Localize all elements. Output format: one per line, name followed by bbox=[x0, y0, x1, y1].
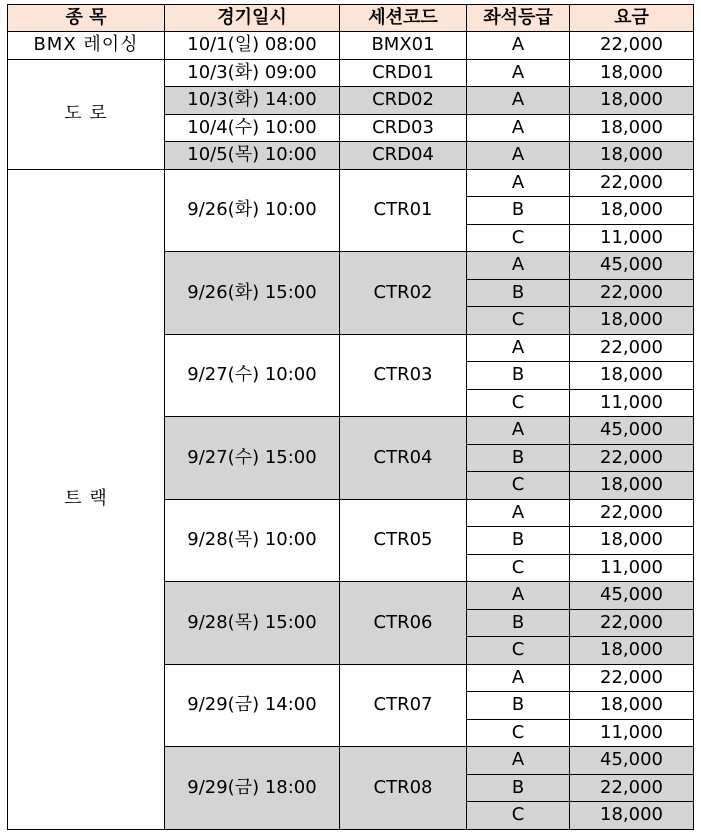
seat-grade-cell: C bbox=[467, 554, 570, 582]
price-cell: 22,000 bbox=[570, 499, 694, 527]
price-cell: 22,000 bbox=[570, 32, 694, 60]
price-cell: 11,000 bbox=[570, 554, 694, 582]
price-cell: 11,000 bbox=[570, 224, 694, 252]
session-code-cell: BMX01 bbox=[340, 32, 467, 60]
datetime-cell: 9/27(수) 10:00 bbox=[165, 334, 340, 417]
price-cell: 45,000 bbox=[570, 747, 694, 775]
seat-grade-cell: C bbox=[467, 472, 570, 500]
price-cell: 18,000 bbox=[570, 362, 694, 390]
seat-grade-cell: B bbox=[467, 692, 570, 720]
header-price: 요금 bbox=[570, 5, 694, 32]
seat-grade-cell: A bbox=[467, 664, 570, 692]
seat-grade-cell: A bbox=[467, 142, 570, 170]
price-cell: 22,000 bbox=[570, 169, 694, 197]
datetime-cell: 9/28(목) 10:00 bbox=[165, 499, 340, 582]
seat-grade-cell: C bbox=[467, 307, 570, 335]
datetime-cell: 9/26(화) 10:00 bbox=[165, 169, 340, 252]
price-cell: 18,000 bbox=[570, 472, 694, 500]
seat-grade-cell: A bbox=[467, 59, 570, 87]
seat-grade-cell: A bbox=[467, 32, 570, 60]
price-cell: 18,000 bbox=[570, 197, 694, 225]
sport-cell-track: 트 랙 bbox=[8, 169, 165, 829]
datetime-cell: 9/27(수) 15:00 bbox=[165, 417, 340, 500]
session-code-cell: CTR04 bbox=[340, 417, 467, 500]
seat-grade-cell: A bbox=[467, 334, 570, 362]
header-seat-grade: 좌석등급 bbox=[467, 5, 570, 32]
datetime-cell: 9/26(화) 15:00 bbox=[165, 252, 340, 335]
seat-grade-cell: A bbox=[467, 252, 570, 280]
price-cell: 11,000 bbox=[570, 719, 694, 747]
price-cell: 22,000 bbox=[570, 444, 694, 472]
seat-grade-cell: B bbox=[467, 197, 570, 225]
seat-grade-cell: C bbox=[467, 802, 570, 830]
seat-grade-cell: A bbox=[467, 747, 570, 775]
datetime-cell: 9/28(목) 15:00 bbox=[165, 582, 340, 665]
schedule-table-container bbox=[7, 4, 694, 830]
seat-grade-cell: C bbox=[467, 719, 570, 747]
seat-grade-cell: A bbox=[467, 87, 570, 115]
sport-cell-road: 도 로 bbox=[8, 59, 165, 169]
table-row bbox=[8, 169, 694, 197]
datetime-cell: 10/5(목) 10:00 bbox=[165, 142, 340, 170]
datetime-cell: 10/4(수) 10:00 bbox=[165, 114, 340, 142]
session-code-cell: CTR02 bbox=[340, 252, 467, 335]
session-code-cell: CRD02 bbox=[340, 87, 467, 115]
seat-grade-cell: A bbox=[467, 114, 570, 142]
price-cell: 18,000 bbox=[570, 802, 694, 830]
datetime-cell: 9/29(금) 14:00 bbox=[165, 664, 340, 747]
session-code-cell: CTR05 bbox=[340, 499, 467, 582]
session-code-cell: CRD01 bbox=[340, 59, 467, 87]
price-cell: 22,000 bbox=[570, 279, 694, 307]
seat-grade-cell: A bbox=[467, 417, 570, 445]
price-cell: 18,000 bbox=[570, 87, 694, 115]
seat-grade-cell: B bbox=[467, 527, 570, 555]
price-cell: 22,000 bbox=[570, 334, 694, 362]
price-cell: 18,000 bbox=[570, 692, 694, 720]
seat-grade-cell: A bbox=[467, 169, 570, 197]
datetime-cell: 10/1(일) 08:00 bbox=[165, 32, 340, 60]
price-cell: 18,000 bbox=[570, 142, 694, 170]
seat-grade-cell: B bbox=[467, 774, 570, 802]
sport-cell-bmx: BMX 레이싱 bbox=[8, 32, 165, 60]
session-code-cell: CTR03 bbox=[340, 334, 467, 417]
session-code-cell: CTR08 bbox=[340, 747, 467, 830]
header-session-code: 세션코드 bbox=[340, 5, 467, 32]
session-code-cell: CTR01 bbox=[340, 169, 467, 252]
seat-grade-cell: C bbox=[467, 637, 570, 665]
seat-grade-cell: B bbox=[467, 279, 570, 307]
price-cell: 18,000 bbox=[570, 637, 694, 665]
price-cell: 22,000 bbox=[570, 664, 694, 692]
price-cell: 45,000 bbox=[570, 582, 694, 610]
seat-grade-cell: B bbox=[467, 609, 570, 637]
datetime-cell: 9/29(금) 18:00 bbox=[165, 747, 340, 830]
price-cell: 22,000 bbox=[570, 774, 694, 802]
price-cell: 45,000 bbox=[570, 252, 694, 280]
datetime-cell: 10/3(화) 09:00 bbox=[165, 59, 340, 87]
datetime-cell: 10/3(화) 14:00 bbox=[165, 87, 340, 115]
header-datetime: 경기일시 bbox=[165, 5, 340, 32]
price-cell: 45,000 bbox=[570, 417, 694, 445]
seat-grade-cell: C bbox=[467, 389, 570, 417]
price-cell: 18,000 bbox=[570, 527, 694, 555]
price-cell: 22,000 bbox=[570, 609, 694, 637]
price-cell: 18,000 bbox=[570, 114, 694, 142]
session-code-cell: CRD03 bbox=[340, 114, 467, 142]
session-code-cell: CRD04 bbox=[340, 142, 467, 170]
seat-grade-cell: B bbox=[467, 444, 570, 472]
seat-grade-cell: C bbox=[467, 224, 570, 252]
price-cell: 11,000 bbox=[570, 389, 694, 417]
schedule-body bbox=[8, 32, 694, 830]
header-sport: 종 목 bbox=[8, 5, 165, 32]
seat-grade-cell: B bbox=[467, 362, 570, 390]
schedule-table bbox=[7, 4, 694, 830]
price-cell: 18,000 bbox=[570, 59, 694, 87]
header-row bbox=[8, 5, 694, 32]
session-code-cell: CTR07 bbox=[340, 664, 467, 747]
session-code-cell: CTR06 bbox=[340, 582, 467, 665]
seat-grade-cell: A bbox=[467, 582, 570, 610]
seat-grade-cell: A bbox=[467, 499, 570, 527]
table-row bbox=[8, 32, 694, 60]
table-row bbox=[8, 59, 694, 87]
price-cell: 18,000 bbox=[570, 307, 694, 335]
